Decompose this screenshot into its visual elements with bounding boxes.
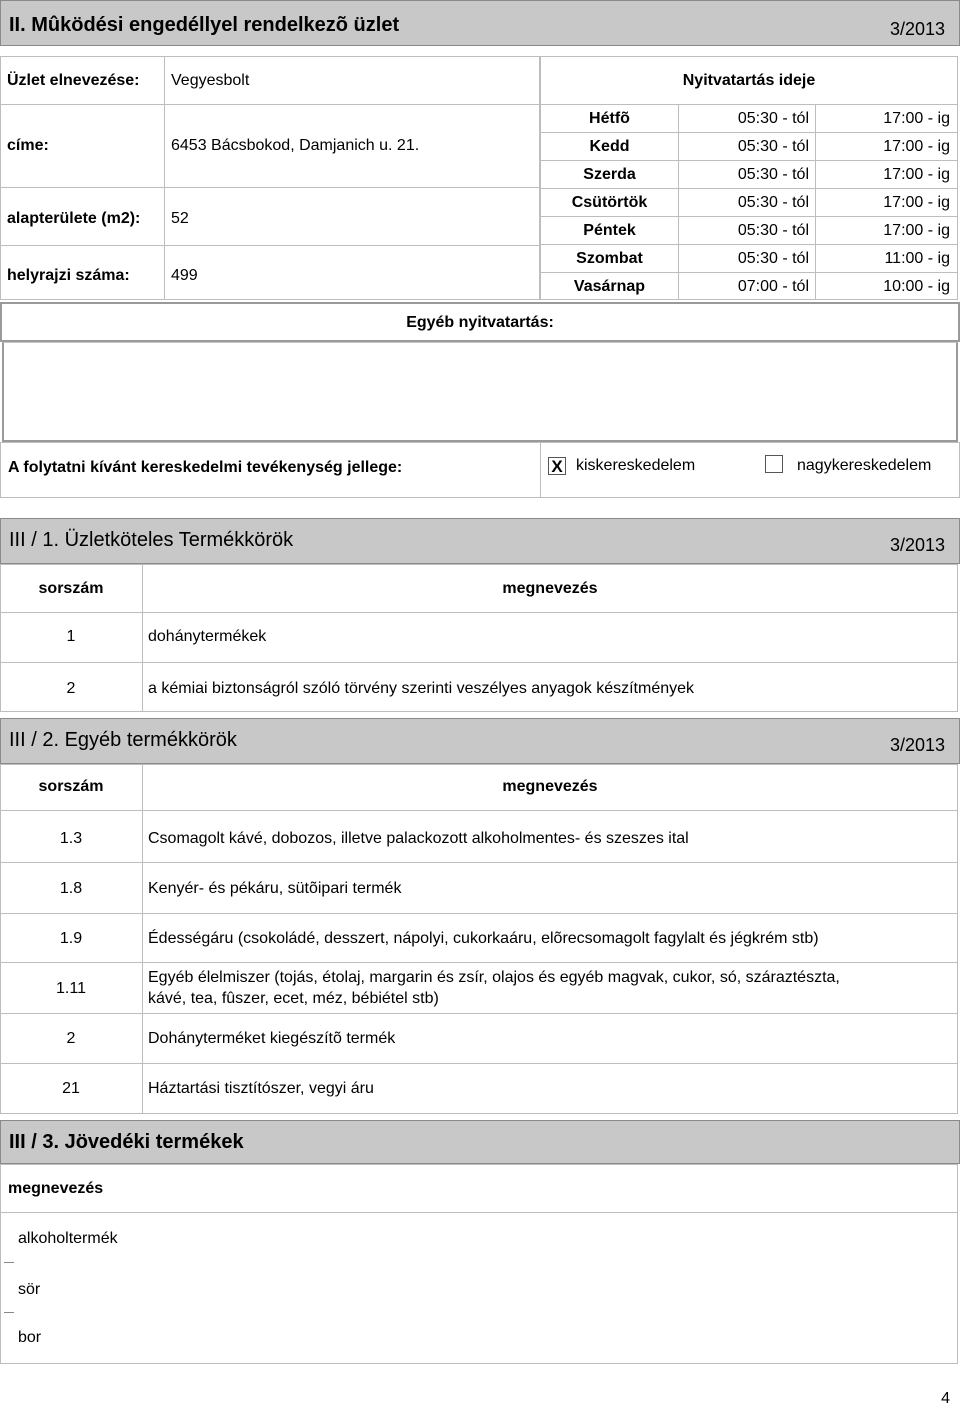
day-label: Hétfõ	[589, 110, 630, 127]
lot-value: 499	[171, 267, 198, 284]
day-label: Szombat	[576, 250, 643, 267]
row-no: 21	[62, 1080, 80, 1097]
section-code: 3/2013	[889, 735, 945, 755]
row-name: Csomagolt kávé, dobozos, illetve palackozott alkoholmentes- és szeszes ital	[148, 830, 689, 847]
shop-name-value: Vegyesbolt	[171, 72, 250, 89]
open-from: 05:30 - tól	[737, 250, 809, 267]
section-header	[0, 518, 960, 564]
day-label: Péntek	[583, 222, 636, 239]
list-item: sör	[18, 1281, 41, 1298]
col-header-name: megnevezés	[8, 1180, 104, 1197]
row-name: Édességáru (csokoládé, desszert, nápolyi, cukorkaáru, elõrecsomagolt fagylalt és jégkrém stb)	[148, 930, 819, 947]
other-hours-field[interactable]	[2, 342, 958, 442]
row-no: 1.8	[59, 880, 83, 897]
page-number: 4	[941, 1390, 950, 1406]
list-item: bor	[18, 1329, 42, 1346]
area-value: 52	[171, 210, 189, 227]
excise-products-table	[0, 1164, 958, 1364]
shop-name-label: Üzlet elnevezése:	[7, 72, 140, 89]
row-no: 2	[66, 680, 76, 697]
retail-label: kiskereskedelem	[576, 457, 696, 474]
list-item: alkoholtermék	[18, 1230, 118, 1247]
row-name: Háztartási tisztítószer, vegyi áru	[148, 1080, 374, 1097]
row-no: 1.9	[59, 930, 83, 947]
open-to: 17:00 - ig	[883, 166, 950, 183]
open-from: 05:30 - tól	[737, 166, 809, 183]
day-label: Kedd	[589, 138, 630, 155]
section-header	[0, 0, 960, 46]
open-from: 05:30 - tól	[737, 222, 809, 239]
shop-info-panel	[0, 56, 540, 300]
open-to: 17:00 - ig	[883, 194, 950, 211]
opening-hours-header: Nyitvatartás ideje	[682, 72, 816, 89]
area-label: alapterülete (m2):	[7, 210, 141, 227]
open-from: 05:30 - tól	[737, 110, 809, 127]
section-code: 3/2013	[889, 535, 945, 555]
section-header	[0, 1120, 960, 1164]
open-to: 17:00 - ig	[883, 110, 950, 127]
col-header-name: megnevezés	[502, 580, 598, 597]
col-header-no: sorszám	[38, 580, 104, 597]
wholesale-checkbox[interactable]	[765, 455, 783, 473]
open-to: 17:00 - ig	[883, 138, 950, 155]
day-label: Vasárnap	[573, 278, 646, 295]
section-title: III / 2. Egyéb termékkörök	[9, 729, 237, 751]
open-to: 17:00 - ig	[883, 222, 950, 239]
row-name-continued: kávé, tea, fûszer, ecet, méz, bébiétel stb)	[148, 990, 439, 1007]
row-no: 2	[66, 1030, 76, 1047]
open-from: 07:00 - tól	[737, 278, 809, 295]
row-name: Egyéb élelmiszer (tojás, étolaj, margarin és zsír, olajos és egyéb magvak, cukor, só, száraztészta,	[148, 969, 840, 986]
row-no: 1.3	[59, 830, 83, 847]
row-no: 1	[66, 628, 76, 645]
col-header-name: megnevezés	[502, 778, 598, 795]
other-hours-label: Egyéb nyitvatartás:	[406, 314, 554, 331]
day-label: Szerda	[583, 166, 636, 183]
lot-label: helyrajzi száma:	[7, 267, 130, 284]
section-title: III / 1. Üzletköteles Termékkörök	[9, 529, 294, 551]
row-name: Kenyér- és pékáru, sütõipari termék	[148, 880, 402, 897]
retail-checkbox[interactable]: X	[548, 457, 566, 475]
section-code: 3/2013	[889, 19, 945, 39]
section-title: II. Mûködési engedéllyel rendelkezõ üzlet	[9, 14, 400, 36]
row-name: Dohányterméket kiegészítõ termék	[148, 1030, 396, 1047]
wholesale-label: nagykereskedelem	[797, 457, 932, 474]
open-to: 11:00 - ig	[884, 250, 950, 267]
open-to: 10:00 - ig	[883, 278, 950, 295]
section-header	[0, 718, 960, 764]
activity-label: A folytatni kívánt kereskedelmi tevékenység jellege:	[8, 459, 403, 476]
row-name: a kémiai biztonságról szóló törvény szerinti veszélyes anyagok készítmények	[148, 680, 695, 697]
col-header-no: sorszám	[38, 778, 104, 795]
open-from: 05:30 - tól	[737, 194, 809, 211]
day-label: Csütörtök	[571, 194, 648, 211]
row-no: 1.11	[56, 980, 86, 997]
row-name: dohánytermékek	[148, 628, 267, 645]
section-title: III / 3. Jövedéki termékek	[9, 1131, 244, 1153]
address-value: 6453 Bácsbokod, Damjanich u. 21.	[171, 137, 420, 154]
address-label: címe:	[7, 137, 49, 154]
open-from: 05:30 - tól	[737, 138, 809, 155]
